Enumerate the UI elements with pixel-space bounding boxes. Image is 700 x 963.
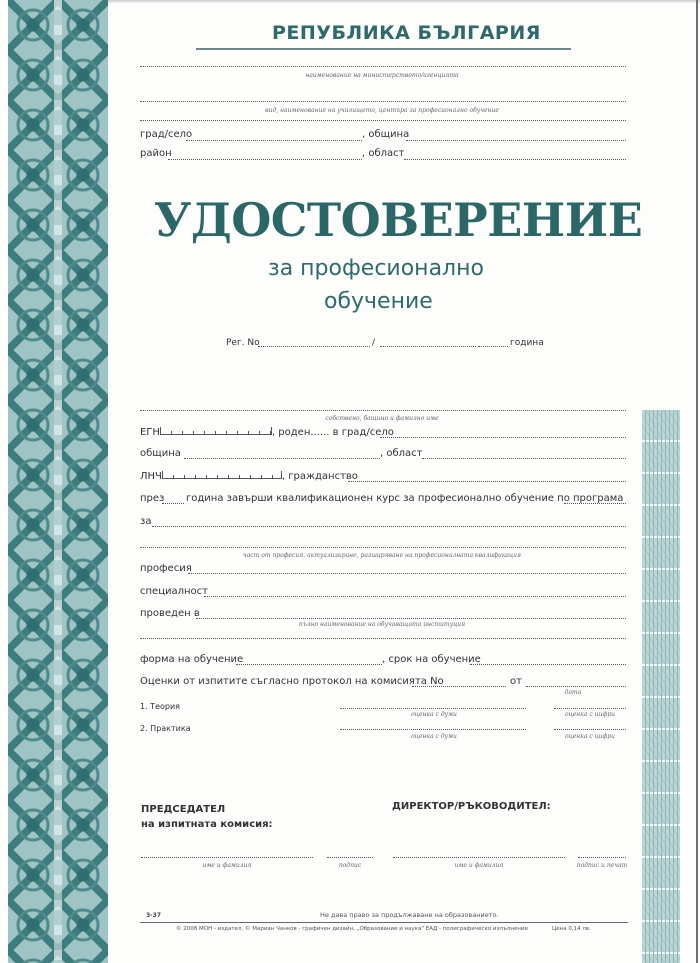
theory-digits-caption: оценка с цифри: [564, 711, 616, 718]
practice-words-caption: оценка с думи: [411, 733, 457, 740]
municipality-field[interactable]: [406, 140, 626, 141]
certificate-subtitle-line1: за професионално: [268, 256, 484, 281]
birthplace-field[interactable]: [380, 437, 626, 438]
practice-grade-digits-field[interactable]: [554, 729, 626, 730]
practice-grade-words-field[interactable]: [340, 729, 526, 730]
institution-field-line2[interactable]: [140, 638, 626, 639]
born-text: , роден...... в град/село: [271, 427, 394, 438]
training-form-field[interactable]: [236, 664, 382, 665]
certificate-title: УДОСТОВЕРЕНИЕ: [154, 193, 643, 247]
program-field[interactable]: [564, 503, 626, 504]
grades-protocol-text: Оценки от изпитите съгласно протокол на комисията No: [140, 676, 444, 687]
page-right-edge: [696, 0, 698, 963]
director-title: ДИРЕКТОР/РЪКОВОДИТЕЛ:: [392, 801, 551, 812]
right-ornamental-strip: [642, 410, 680, 963]
reg-year-label: година: [510, 338, 544, 348]
lnch-label: ЛНЧ: [140, 471, 162, 482]
for-label: за: [140, 516, 152, 527]
chair-signature-caption: подпис: [338, 862, 362, 869]
school-field-line2[interactable]: [140, 120, 626, 121]
theory-words-caption: оценка с думи: [411, 711, 457, 718]
course-prefix: през: [140, 493, 165, 504]
qualification-caption: част от професия, актуализиране, разширяване на професионалната квалификация: [242, 552, 522, 559]
footer-copyright: © 2008 МОН - издател, © Мариан Чанков - графичен дизайн, „Образование и наука" ЕАД - полиграфическо изпълнение: [176, 926, 528, 932]
region-field[interactable]: [404, 159, 626, 160]
footer-note: Не дава право за продължаване на образованието.: [320, 911, 499, 919]
institution-caption: пълно наименование на обучаващата институция: [298, 621, 466, 628]
reg-slash: /: [372, 338, 376, 348]
training-period-label: , срок на обучение: [382, 654, 481, 665]
school-field[interactable]: [140, 101, 626, 102]
reg-date-field[interactable]: [380, 346, 476, 347]
date-caption: дата: [564, 689, 582, 696]
full-name-field[interactable]: [140, 410, 626, 411]
from-label: от: [510, 676, 522, 687]
left-ornamental-border: [8, 0, 108, 963]
egn-digit-boxes[interactable]: [160, 427, 272, 435]
for-field[interactable]: [152, 526, 626, 527]
lnch-row: [140, 471, 358, 482]
form-code: 3-37: [146, 912, 162, 919]
director-name-field[interactable]: [393, 857, 565, 858]
footer-price: Цена 0,14 лв.: [552, 926, 591, 932]
city-field[interactable]: [186, 140, 362, 141]
specialty-field[interactable]: [204, 596, 626, 597]
region-label: , област: [362, 148, 405, 159]
certificate-subtitle-line2: обучение: [324, 289, 433, 314]
institution-field[interactable]: [196, 618, 626, 619]
course-year-field[interactable]: [162, 503, 184, 504]
training-form-label: форма на обучение: [140, 654, 244, 665]
practice-digits-caption: оценка с цифри: [564, 733, 616, 740]
course-text: година завърши квалификационен курс за професионално обучение по програма: [186, 493, 624, 504]
reg-number-label: Рег. No: [226, 338, 260, 348]
theory-grade-digits-field[interactable]: [554, 708, 626, 709]
chair-title: ПРЕДСЕДАТЕЛ: [141, 804, 226, 815]
footer-rule: [140, 922, 628, 923]
region-field-label: , област: [380, 448, 423, 459]
profession-label: професия: [140, 563, 192, 574]
page-top-shadow: [108, 0, 700, 3]
birth-municipality-field[interactable]: [184, 458, 380, 459]
lnch-digit-boxes[interactable]: [162, 471, 282, 479]
header-rule: [196, 48, 571, 50]
header-republic-title: РЕПУБЛИКА БЪЛГАРИЯ: [272, 22, 541, 44]
chair-subtitle: на изпитната комисия:: [141, 819, 273, 830]
protocol-date-field[interactable]: [526, 686, 626, 687]
held-in-label: проведен в: [140, 608, 200, 619]
ministry-field[interactable]: [140, 66, 626, 67]
district-label: район: [140, 148, 172, 159]
municipality-field-label: община: [140, 448, 181, 459]
egn-row: [140, 427, 394, 438]
district-field[interactable]: [168, 159, 362, 160]
profession-field[interactable]: [188, 573, 626, 574]
reg-year-field[interactable]: [478, 346, 508, 347]
director-signature-caption: подпис и печат: [576, 862, 628, 869]
practice-label: 2. Практика: [140, 724, 191, 733]
citizenship-field[interactable]: [348, 481, 626, 482]
chair-name-caption: име и фамилия: [202, 862, 252, 869]
birth-region-field[interactable]: [422, 458, 626, 459]
citizenship-label: , гражданство: [281, 471, 358, 482]
director-name-caption: име и фамилия: [454, 862, 504, 869]
egn-label: ЕГН: [140, 427, 160, 438]
theory-label: 1. Теория: [140, 702, 180, 711]
protocol-number-field[interactable]: [412, 686, 506, 687]
chair-signature-field[interactable]: [327, 857, 373, 858]
school-caption: вид, наименование на училището, центъра за професионално обучение: [265, 107, 499, 114]
reg-number-field[interactable]: [258, 346, 370, 347]
city-label: град/село: [140, 129, 193, 140]
qualification-field[interactable]: [140, 547, 626, 548]
full-name-caption: собствено, бащино и фамилно име: [325, 415, 439, 422]
specialty-label: специалност: [140, 586, 208, 597]
theory-grade-words-field[interactable]: [340, 708, 526, 709]
chair-name-field[interactable]: [141, 857, 313, 858]
ministry-caption: наименование на министерството/агенцията: [305, 72, 459, 79]
municipality-label: , община: [362, 129, 410, 140]
director-signature-field[interactable]: [578, 857, 626, 858]
training-period-field[interactable]: [470, 664, 626, 665]
